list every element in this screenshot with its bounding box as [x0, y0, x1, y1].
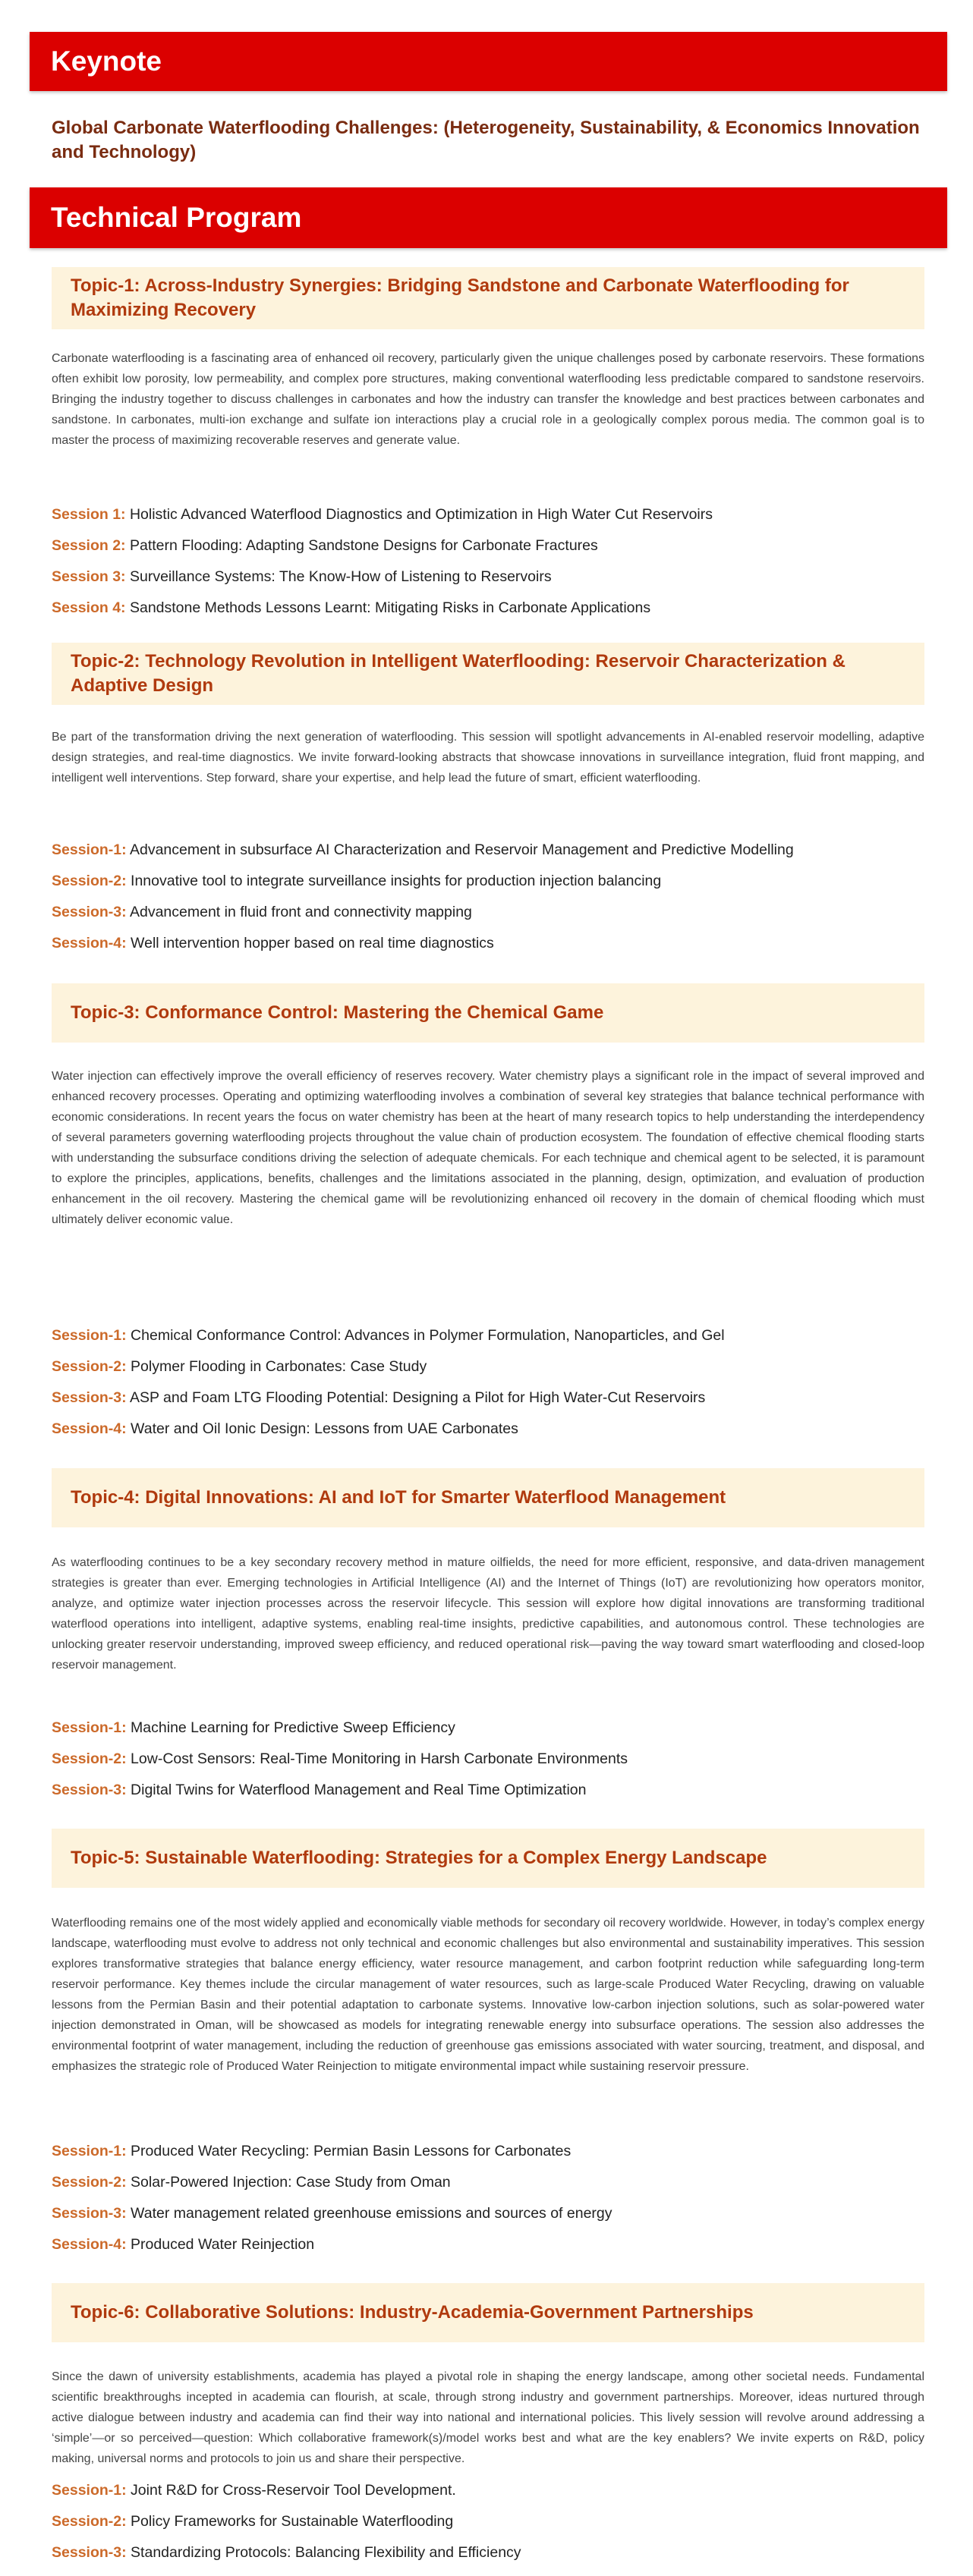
topic-5-session-1 — [52, 2141, 924, 2161]
session-text: Well intervention hopper based on real time diagnostics — [131, 935, 494, 951]
session-label: Session-1: — [52, 2482, 127, 2499]
topic-5-session-4 — [52, 2235, 924, 2254]
session-text: Chemical Conformance Control: Advances in Polymer Formulation, Nanoparticles, and Gel — [131, 1327, 725, 1344]
session-text: Joint R&D for Cross-Reservoir Tool Development. — [131, 2482, 456, 2499]
session-label: Session-3: — [52, 904, 127, 920]
topic-4-description: As waterflooding continues to be a key secondary recovery method in mature oilfields, the need for more efficient, responsive, and data-driven management strategies is greater than ever. Emerging technologies in Artificial Intelligence (AI) and the Internet of Things (IoT) are revolutionizing how operators monitor, analyze, and optimize water injection processes across the reservoir lifecycle. This session will explore how digital innovations are transforming traditional waterflood operations into intelligent, adaptive systems, enabling real-time insights, predictive capabilities, and autonomous control. These technologies are unlocking greater reservoir understanding, improved sweep efficiency, and reduced operational risk—paving the way toward smart waterflooding and closed-loop reservoir management. — [52, 1556, 924, 1672]
topic-1-header — [52, 267, 924, 329]
session-label: Session-1: — [52, 1327, 127, 1344]
topic-5-description: Waterflooding remains one of the most widely applied and economically viable methods for secondary oil recovery worldwide. However, in today’s complex energy landscape, waterflooding must evolve to address not only technical and economic challenges but also environmental and sustainability imperatives. This session explores transformative strategies that balance energy efficiency, water resource management, and carbon footprint reduction while safeguarding long-term reservoir performance. Key themes include the circular management of water resources, such as large-scale Produced Water Recycling, drawing on valuable lessons from the Permian Basin and their potential adaptation to carbonate systems. Innovative low-carbon injection solutions, such as solar-powered water injection demonstrated in Oman, will be showcased as models for integrating renewable energy into subsurface operations. The session also addresses the environmental footprint of water management, including the reduction of greenhouse gas emissions associated with water sourcing, treatment, and disposal, and emphasizes the strategic role of Produced Water Reinjection to mitigate environmental impact while sustaining reservoir pressure. — [52, 1917, 924, 2073]
session-text: ASP and Foam LTG Flooding Potential: Designing a Pilot for High Water-Cut Reservoirs — [129, 1389, 706, 1406]
topic-4-session-3 — [52, 1780, 924, 1800]
topic-5-header — [52, 1829, 924, 1888]
session-label: Session 1: — [52, 506, 126, 523]
session-text: Standardizing Protocols: Balancing Flexibility and Efficiency — [131, 2544, 521, 2561]
topic-1-session-2 — [52, 536, 924, 555]
session-label: Session-2: — [52, 873, 127, 889]
topic-5-session-2 — [52, 2172, 924, 2192]
topic-1-title: Topic-1: Across-Industry Synergies: Bridging Sandstone and Carbonate Waterflooding for Maximizing Recovery — [71, 275, 849, 320]
topic-4-session-1 — [52, 1718, 924, 1738]
topic-6-session-3 — [52, 2543, 924, 2562]
session-label: Session 4: — [52, 599, 126, 616]
session-text: Advancement in fluid front and connectivity mapping — [129, 904, 472, 920]
topic-6-session-2 — [52, 2512, 924, 2531]
topic-3-session-3 — [52, 1388, 924, 1408]
topic-6-header — [52, 2283, 924, 2342]
session-text: Holistic Advanced Waterflood Diagnostics and Optimization in High Water Cut Reservoirs — [129, 506, 713, 523]
session-text: Low-Cost Sensors: Real-Time Monitoring in Harsh Carbonate Environments — [131, 1750, 628, 1767]
session-text: Policy Frameworks for Sustainable Waterflooding — [131, 2513, 454, 2530]
session-text: Produced Water Recycling: Permian Basin Lessons for Carbonates — [131, 2143, 572, 2159]
session-label: Session-1: — [52, 841, 127, 858]
session-label: Session-3: — [52, 2544, 127, 2561]
technical-program-heading: Technical Program — [51, 202, 302, 233]
session-text: Produced Water Reinjection — [131, 2236, 315, 2253]
session-label: Session-4: — [52, 1420, 127, 1437]
topic-2-session-3 — [52, 902, 924, 922]
session-label: Session-3: — [52, 1782, 127, 1798]
session-text: Solar-Powered Injection: Case Study from Oman — [131, 2174, 451, 2191]
topic-6-title: Topic-6: Collaborative Solutions: Industry-Academia-Government Partnerships — [71, 2302, 754, 2323]
session-label: Session 2: — [52, 537, 126, 554]
topic-4-session-2 — [52, 1749, 924, 1769]
topic-1-description: Carbonate waterflooding is a fascinating area of enhanced oil recovery, particularly given the unique challenges posed by carbonate reservoirs. These formations often exhibit low porosity, low permeability, and complex pore structures, making conventional waterflooding less predictable compared to sandstone reservoirs. Bringing the industry together to discuss challenges in carbonates and how the industry can transfer the knowledge and best practices between carbonates and sandstone. In carbonates, multi-ion exchange and sulfate ion interactions play a crucial role in a geologically complex porous media. The common goal is to master the process of maximizing recoverable reserves and generate value. — [52, 352, 924, 447]
topic-2-header — [52, 643, 924, 705]
session-text: Machine Learning for Predictive Sweep Efficiency — [131, 1719, 455, 1736]
topic-6-description: Since the dawn of university establishments, academia has played a pivotal role in shaping the energy landscape, among other societal needs. Fundamental scientific breakthroughs incepted in academia can flourish, at scale, through strong industry and government partnerships. Moreover, ideas nurtured through active dialogue between industry and academia can find their way into national and international policies. This lively session will revolve around addressing a ‘simple’—or so perceived—question: Which collaborative framework(s)/model works best and what are the key enablers? We invite experts on R&D, policy making, universal norms and protocols to join us and share their perspective. — [52, 2370, 924, 2465]
session-label: Session-4: — [52, 935, 127, 951]
session-label: Session-2: — [52, 2513, 127, 2530]
session-text: Sandstone Methods Lessons Learnt: Mitigating Risks in Carbonate Applications — [129, 599, 651, 616]
keynote-title: Global Carbonate Waterflooding Challenges: (Heterogeneity, Sustainability, & Economics Innovation and Technology) — [52, 118, 920, 162]
technical-program-banner — [30, 187, 947, 248]
session-label: Session-3: — [52, 1389, 127, 1406]
session-label: Session 3: — [52, 568, 126, 585]
topic-4-title: Topic-4: Digital Innovations: AI and IoT for Smarter Waterflood Management — [71, 1487, 726, 1508]
session-text: Surveillance Systems: The Know-How of Listening to Reservoirs — [129, 568, 552, 585]
session-text: Water and Oil Ionic Design: Lessons from UAE Carbonates — [131, 1420, 518, 1437]
topic-2-description: Be part of the transformation driving the next generation of waterflooding. This session will spotlight advancements in AI-enabled reservoir modelling, adaptive design strategies, and real-time diagnostics. We invite forward-looking abstracts that showcase innovations in surveillance integration, fluid front mapping, and intelligent well interventions. Step forward, share your expertise, and help lead the future of smart, efficient waterflooding. — [52, 731, 924, 785]
session-text: Advancement in subsurface AI Characterization and Reservoir Management and Predictive Modelling — [129, 841, 794, 858]
session-label: Session-1: — [52, 1719, 127, 1736]
topic-3-session-2 — [52, 1357, 924, 1376]
session-label: Session-2: — [52, 2174, 127, 2191]
keynote-heading: Keynote — [51, 46, 162, 77]
topic-6-session-1 — [52, 2480, 924, 2500]
topic-3-title: Topic-3: Conformance Control: Mastering the Chemical Game — [71, 1002, 604, 1023]
topic-3-header — [52, 983, 924, 1043]
topic-4-header — [52, 1468, 924, 1527]
topic-3-session-4 — [52, 1419, 924, 1439]
session-text: Polymer Flooding in Carbonates: Case Study — [131, 1358, 427, 1375]
topic-2-session-2 — [52, 871, 924, 891]
topic-5-session-3 — [52, 2203, 924, 2223]
topic-3-description: Water injection can effectively improve the overall efficiency of reserves recovery. Water chemistry plays a significant role in the impact of several improved and enhanced recovery processes. Operating and optimizing waterflooding involves a combination of several key strategies that balance technical performance with economic considerations. In recent years the focus on water chemistry has been at the heart of many research topics to help understanding the interdependency of several parameters governing waterflooding projects throughout the value chain of production ecosystem. The foundation of effective chemical flooding starts with understanding the subsurface conditions driving the selection of adequate chemicals. For each technique and chemical agent to be selected, it is paramount to explore the principles, applications, benefits, challenges and the limitations associated in the planning, design, optimization, and evaluation of production enhancement in the oil recovery. Mastering the chemical game will be revolutionizing enhanced oil recovery in the domain of chemical flooding which must ultimately deliver economic value. — [52, 1070, 924, 1226]
session-text: Water management related greenhouse emissions and sources of energy — [131, 2205, 612, 2222]
keynote-banner — [30, 32, 947, 91]
session-text: Digital Twins for Waterflood Management and Real Time Optimization — [131, 1782, 587, 1798]
session-text: Innovative tool to integrate surveillance insights for production injection balancing — [131, 873, 662, 889]
topic-2-session-4 — [52, 933, 924, 953]
topic-1-session-3 — [52, 567, 924, 587]
topic-2-title: Topic-2: Technology Revolution in Intelligent Waterflooding: Reservoir Characterization & Adaptive Design — [71, 651, 845, 696]
session-text: Pattern Flooding: Adapting Sandstone Designs for Carbonate Fractures — [129, 537, 598, 554]
topic-1-session-4 — [52, 598, 924, 618]
topic-1-session-1 — [52, 505, 924, 524]
session-label: Session-1: — [52, 2143, 127, 2159]
topic-2-session-1 — [52, 840, 924, 860]
session-label: Session-4: — [52, 2236, 127, 2253]
session-label: Session-3: — [52, 2205, 127, 2222]
topic-5-title: Topic-5: Sustainable Waterflooding: Strategies for a Complex Energy Landscape — [71, 1848, 767, 1868]
topic-3-session-1 — [52, 1326, 924, 1345]
session-label: Session-2: — [52, 1358, 127, 1375]
session-label: Session-2: — [52, 1750, 127, 1767]
